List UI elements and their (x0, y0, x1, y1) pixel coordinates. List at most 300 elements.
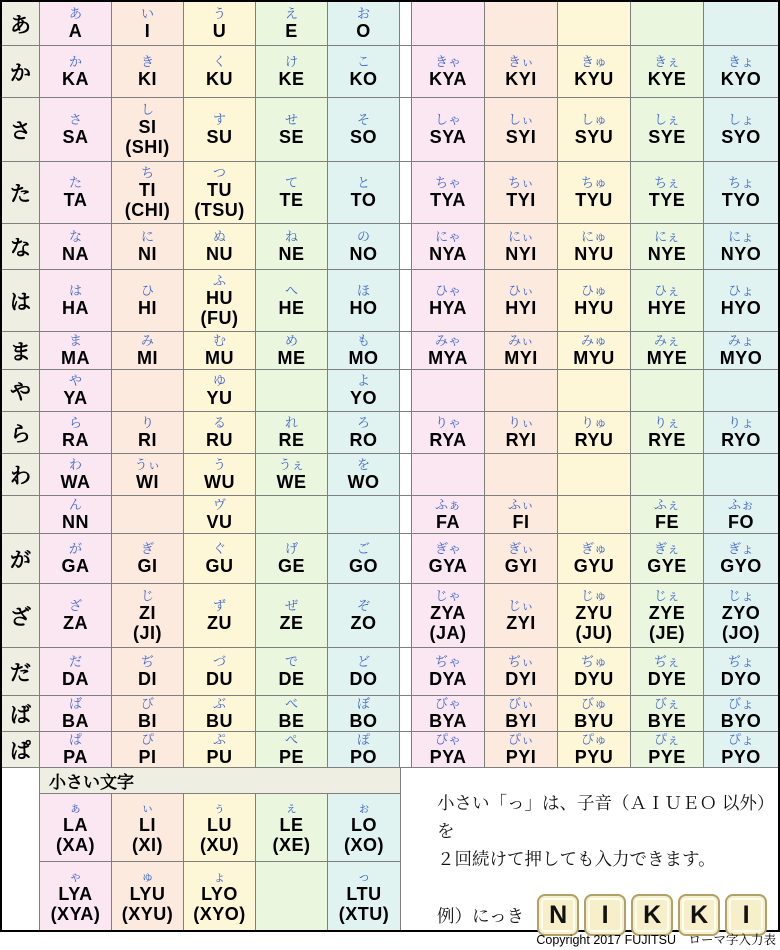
kana-reading: ぴぃ (507, 732, 534, 747)
romaji-text: HYI (505, 298, 537, 318)
romaji-text: YO (349, 388, 377, 408)
romaji-text: SYA (429, 127, 467, 147)
kana-reading: じゃ (434, 588, 461, 603)
kana-reading: つ (212, 165, 226, 180)
cell-empty (558, 496, 631, 533)
romaji-grid (2, 2, 778, 768)
romaji-text: KE (278, 69, 305, 89)
romaji-text: GYI (504, 556, 538, 576)
cell-zu (184, 584, 256, 647)
kana-reading: ぱ (68, 732, 82, 747)
romaji-text: NYO (720, 244, 762, 264)
kana-reading: りぃ (507, 415, 534, 430)
row-label (2, 496, 40, 533)
column-gap (400, 2, 412, 45)
romaji-text: GYO (720, 556, 762, 576)
kana-reading: ゅ (140, 868, 154, 884)
romaji-text: NN (62, 512, 89, 532)
romaji-text: MU (205, 348, 234, 368)
cell-e (256, 2, 328, 45)
romaji-text: MA (61, 348, 90, 368)
cell-gya (412, 534, 485, 583)
kana-reading: ぜ (284, 598, 298, 613)
romaji-text: TYI (506, 190, 536, 210)
cell-kya (412, 46, 485, 97)
kana-reading: ぢゃ (434, 654, 461, 669)
kana-reading: ぼ (356, 696, 370, 711)
cell-ryo (704, 412, 778, 453)
cell-empty (412, 370, 485, 411)
cell-dya (412, 648, 485, 695)
cell-ba (40, 696, 112, 731)
kana-reading: み (140, 333, 154, 348)
cell-gye (631, 534, 704, 583)
kana-reading: が (68, 541, 82, 556)
kana-reading: ちゅ (580, 175, 607, 190)
cell-sya (412, 98, 485, 161)
romaji-text: SYE (648, 127, 686, 147)
cell-pyu (558, 732, 631, 767)
kana-reading: ぎゅ (580, 541, 607, 556)
kana-reading: ょ (212, 868, 226, 884)
cell-empty (112, 370, 184, 411)
small-char-cell-le (256, 794, 328, 861)
kana-reading: ぴぇ (653, 732, 680, 747)
column-gap (400, 98, 412, 161)
row-label: さ (2, 98, 40, 161)
kana-reading: で (284, 654, 298, 669)
column-gap (400, 370, 412, 411)
kana-reading: き (140, 54, 154, 69)
romaji-alt: (XYO) (193, 903, 246, 924)
romaji-text: HA (62, 298, 89, 318)
cell-empty (704, 370, 778, 411)
cell-te (256, 162, 328, 223)
romaji-alt: (TSU) (194, 200, 245, 220)
romaji-text: TYO (721, 190, 761, 210)
romaji-text: TA (63, 190, 88, 210)
example-label: 例）にっき (437, 905, 525, 926)
romaji-text: BYA (429, 711, 467, 731)
table-row (2, 412, 778, 454)
cell-de (256, 648, 328, 695)
romaji-text: DE (278, 669, 305, 689)
kana-reading: きぇ (653, 54, 680, 69)
romaji-text: NYE (647, 244, 687, 264)
small-char-cell-lyo (184, 862, 256, 930)
kana-reading: じ (140, 588, 154, 603)
cell-du (184, 648, 256, 695)
romaji-alt: (JA) (429, 623, 467, 643)
cell-di (112, 648, 184, 695)
kana-reading: や (68, 373, 82, 388)
cell-pu (184, 732, 256, 767)
cell-zi (112, 584, 184, 647)
romaji-text: HI (138, 298, 157, 318)
table-row (2, 696, 778, 732)
romaji-text: ZU (207, 613, 232, 633)
kana-reading: な (68, 229, 82, 244)
cell-ya (40, 370, 112, 411)
romaji-text: MYU (573, 348, 615, 368)
cell-ka (40, 46, 112, 97)
cell-ryu (558, 412, 631, 453)
cell-syo (704, 98, 778, 161)
cell-dyi (485, 648, 558, 695)
table-row (2, 162, 778, 224)
cell-ha (40, 270, 112, 331)
romaji-text: TI (139, 180, 156, 200)
romaji-text: E (285, 21, 298, 41)
small-char-cell-la (40, 794, 112, 861)
romaji-text: DA (62, 669, 89, 689)
column-gap (400, 584, 412, 647)
kana-reading: ご (356, 541, 370, 556)
kana-reading: け (284, 54, 298, 69)
kana-reading: べ (284, 696, 298, 711)
kana-reading: っ (357, 868, 371, 884)
kana-reading: ぢょ (727, 654, 754, 669)
kana-reading: みぃ (508, 333, 534, 348)
kana-reading: び (140, 696, 154, 711)
romaji-text: PYU (574, 747, 614, 767)
romaji-text: KI (138, 69, 157, 89)
example-row (437, 894, 778, 936)
romaji-text: HYA (429, 298, 467, 318)
kana-reading: う (212, 6, 226, 21)
romaji-text: SI (138, 117, 157, 137)
romaji-text: NYI (505, 244, 537, 264)
kana-reading: げ (284, 541, 298, 556)
kana-reading: ぴゅ (580, 732, 607, 747)
romaji-text: LI (139, 815, 156, 835)
kana-reading: ろ (356, 415, 370, 430)
kana-reading: ぴ (140, 732, 154, 747)
kana-reading: みょ (727, 333, 754, 348)
romaji-text: RU (206, 430, 233, 450)
column-gap (400, 648, 412, 695)
cell-empty (112, 496, 184, 533)
note-panel (401, 768, 778, 930)
kana-reading: びょ (727, 696, 754, 711)
kana-reading: わ (68, 457, 82, 472)
romaji-text: SE (278, 127, 304, 147)
column-gap (400, 534, 412, 583)
cell-re (256, 412, 328, 453)
cell-tyo (704, 162, 778, 223)
cell-nyu (558, 224, 631, 269)
kana-reading: じょ (727, 588, 754, 603)
cell-mi (112, 332, 184, 369)
cell-pya (412, 732, 485, 767)
cell-ko (328, 46, 400, 97)
kana-reading: ぽ (356, 732, 370, 747)
kana-reading: せ (284, 112, 298, 127)
cell-mye (631, 332, 704, 369)
cell-su (184, 98, 256, 161)
kana-reading: りゃ (434, 415, 461, 430)
romaji-text: LYO (201, 883, 238, 904)
romaji-text: ZYA (430, 603, 466, 623)
kana-reading: ぅ (212, 800, 226, 815)
cell-vu (184, 496, 256, 533)
romaji-alt: (XU) (200, 835, 239, 855)
cell-ti (112, 162, 184, 223)
romaji-text: NA (62, 244, 89, 264)
kana-reading: ほ (356, 283, 370, 298)
romaji-alt: (XA) (56, 835, 95, 855)
cell-empty (412, 2, 485, 45)
cell-mya (412, 332, 485, 369)
kana-reading: きゅ (580, 54, 607, 69)
kana-reading: ゃ (68, 868, 82, 884)
small-char-cell-lo (328, 794, 400, 861)
cell-hye (631, 270, 704, 331)
cell-pe (256, 732, 328, 767)
table-row (2, 496, 778, 534)
kana-reading: あ (68, 6, 82, 21)
kana-reading: みゃ (434, 333, 461, 348)
romaji-text: KA (62, 69, 89, 89)
kana-reading: ち (140, 165, 154, 180)
cell-ki (112, 46, 184, 97)
table-row (2, 584, 778, 648)
romaji-text: HYO (720, 298, 762, 318)
cell-empty (256, 370, 328, 411)
cell-fe (631, 496, 704, 533)
cell-do (328, 648, 400, 695)
romaji-text: HU (206, 288, 233, 308)
cell-nya (412, 224, 485, 269)
romaji-text: KYA (429, 69, 467, 89)
kana-reading: ひぇ (653, 283, 680, 298)
cell-go (328, 534, 400, 583)
table-row (2, 732, 778, 768)
kana-reading: ぎ (140, 541, 154, 556)
cell-kye (631, 46, 704, 97)
cell-mu (184, 332, 256, 369)
romaji-text: PI (138, 747, 157, 767)
kana-reading: ぷ (212, 732, 226, 747)
cell-fi (485, 496, 558, 533)
kana-reading: ちょ (727, 175, 754, 190)
romaji-text: GYE (647, 556, 687, 576)
kana-reading: にぇ (654, 229, 680, 244)
romaji-text: ZI (139, 603, 156, 623)
romaji-text: LA (63, 815, 88, 835)
cell-ho (328, 270, 400, 331)
cell-zyu (558, 584, 631, 647)
row-label: ぱ (2, 732, 40, 767)
romaji-text: U (212, 21, 227, 41)
romaji-text: SYO (721, 127, 761, 147)
cell-gu (184, 534, 256, 583)
cell-dye (631, 648, 704, 695)
kana-reading: そ (356, 112, 370, 127)
note-line-2: ２回続けて押しても入力できます。 (437, 849, 716, 869)
romaji-text: MYA (428, 348, 468, 368)
kana-reading: こ (356, 54, 370, 69)
kana-reading: え (284, 6, 298, 21)
kana-reading: よ (356, 373, 370, 388)
column-gap (400, 224, 412, 269)
kana-reading: ゆ (212, 373, 226, 388)
romaji-text: GO (348, 556, 378, 576)
romaji-text: TYA (430, 190, 466, 210)
cell-ga (40, 534, 112, 583)
cell-we (256, 454, 328, 495)
small-char-cell-li (112, 794, 184, 861)
cell-hya (412, 270, 485, 331)
romaji-text: DYI (505, 669, 537, 689)
cell-rya (412, 412, 485, 453)
kana-reading: ぐ (212, 541, 226, 556)
cell-empty (412, 454, 485, 495)
kana-reading: しぃ (508, 112, 534, 127)
kana-reading: りょ (727, 415, 754, 430)
romaji-text: RYA (429, 430, 467, 450)
romaji-text: BA (62, 711, 89, 731)
keyboard-keys (537, 894, 767, 936)
cell-empty (704, 454, 778, 495)
romaji-text: I (144, 21, 151, 41)
table-row (2, 332, 778, 370)
kana-reading: じぃ (508, 598, 534, 613)
kana-reading: にぃ (508, 229, 534, 244)
romaji-text: LYA (58, 883, 93, 904)
kana-reading: ざ (68, 598, 82, 613)
cell-to (328, 162, 400, 223)
kana-reading: にゅ (581, 229, 607, 244)
romaji-alt: (JO) (722, 623, 760, 643)
cell-empty (328, 496, 400, 533)
cell-po (328, 732, 400, 767)
column-gap (400, 732, 412, 767)
row-label: あ (2, 2, 40, 45)
cell-empty (558, 2, 631, 45)
romaji-text: DYA (429, 669, 467, 689)
romaji-text: SA (62, 127, 89, 147)
romaji-text: TYU (575, 190, 613, 210)
column-gap (400, 162, 412, 223)
cell-ne (256, 224, 328, 269)
kana-reading: びゅ (580, 696, 607, 711)
romaji-text: HYU (574, 298, 614, 318)
romaji-text: PYI (505, 747, 537, 767)
kana-reading: ぎゃ (434, 541, 461, 556)
kana-reading: びゃ (434, 696, 461, 711)
keyboard-key-k: K (678, 894, 720, 936)
kana-reading: びぇ (653, 696, 680, 711)
cell-pi (112, 732, 184, 767)
table-row (2, 98, 778, 162)
kana-reading: ら (68, 415, 82, 430)
cell-pye (631, 732, 704, 767)
romaji-text: YU (206, 388, 233, 408)
cell-empty (631, 454, 704, 495)
column-gap (400, 270, 412, 331)
romaji-text: SYI (505, 127, 537, 147)
column-gap (400, 454, 412, 495)
kana-reading: ん (68, 497, 82, 512)
romaji-text: NI (138, 244, 157, 264)
cell-tyu (558, 162, 631, 223)
cell-myi (485, 332, 558, 369)
row-label: は (2, 270, 40, 331)
kana-reading: ど (356, 654, 370, 669)
cell-no (328, 224, 400, 269)
cell-a (40, 2, 112, 45)
romaji-alt: (JU) (575, 623, 613, 643)
cell-empty (704, 2, 778, 45)
cell-tyi (485, 162, 558, 223)
romaji-text: RO (349, 430, 378, 450)
romaji-text: RI (138, 430, 157, 450)
romaji-text: SO (349, 127, 377, 147)
romaji-alt: (SHI) (125, 137, 170, 157)
kana-reading: ぶ (212, 696, 226, 711)
cell-dyo (704, 648, 778, 695)
cell-byo (704, 696, 778, 731)
romaji-text: WA (60, 472, 91, 492)
romaji-text: NO (349, 244, 378, 264)
romaji-alt: (XTU) (338, 903, 390, 924)
cell-i (112, 2, 184, 45)
romaji-text: RA (62, 430, 89, 450)
cell-hyi (485, 270, 558, 331)
romaji-text: ZYO (721, 603, 761, 623)
romaji-text: MO (348, 348, 379, 368)
cell-o (328, 2, 400, 45)
romaji-text: ME (277, 348, 306, 368)
kana-reading: しゅ (580, 112, 607, 127)
romaji-alt: (FU) (200, 308, 239, 328)
romaji-text: NYU (574, 244, 614, 264)
cell-empty (631, 370, 704, 411)
cell-gyo (704, 534, 778, 583)
romaji-text: HYE (647, 298, 687, 318)
kana-reading: の (356, 229, 370, 244)
romaji-text: BO (349, 711, 378, 731)
cell-ta (40, 162, 112, 223)
cell-kyo (704, 46, 778, 97)
row-label: た (2, 162, 40, 223)
small-char-cell-lyu (112, 862, 184, 930)
romaji-text: YA (63, 388, 88, 408)
romaji-text: KYE (647, 69, 687, 89)
kana-reading: ちぇ (653, 175, 680, 190)
cell-nu (184, 224, 256, 269)
cell-so (328, 98, 400, 161)
kana-reading: みゅ (580, 333, 607, 348)
kana-reading: て (284, 175, 298, 190)
romaji-text: DYE (647, 669, 687, 689)
cell-ge (256, 534, 328, 583)
romaji-text: GI (137, 556, 158, 576)
romaji-text: PYO (721, 747, 761, 767)
kana-reading: ぁ (68, 800, 82, 815)
cell-wu (184, 454, 256, 495)
cell-dyu (558, 648, 631, 695)
kana-reading: ぃ (140, 800, 154, 815)
cell-kyu (558, 46, 631, 97)
column-gap (400, 332, 412, 369)
kana-reading: ひ (140, 283, 154, 298)
kana-reading: りぇ (653, 415, 680, 430)
romaji-text: LE (279, 815, 304, 835)
romaji-text: TYE (648, 190, 686, 210)
romaji-text: NU (206, 244, 233, 264)
